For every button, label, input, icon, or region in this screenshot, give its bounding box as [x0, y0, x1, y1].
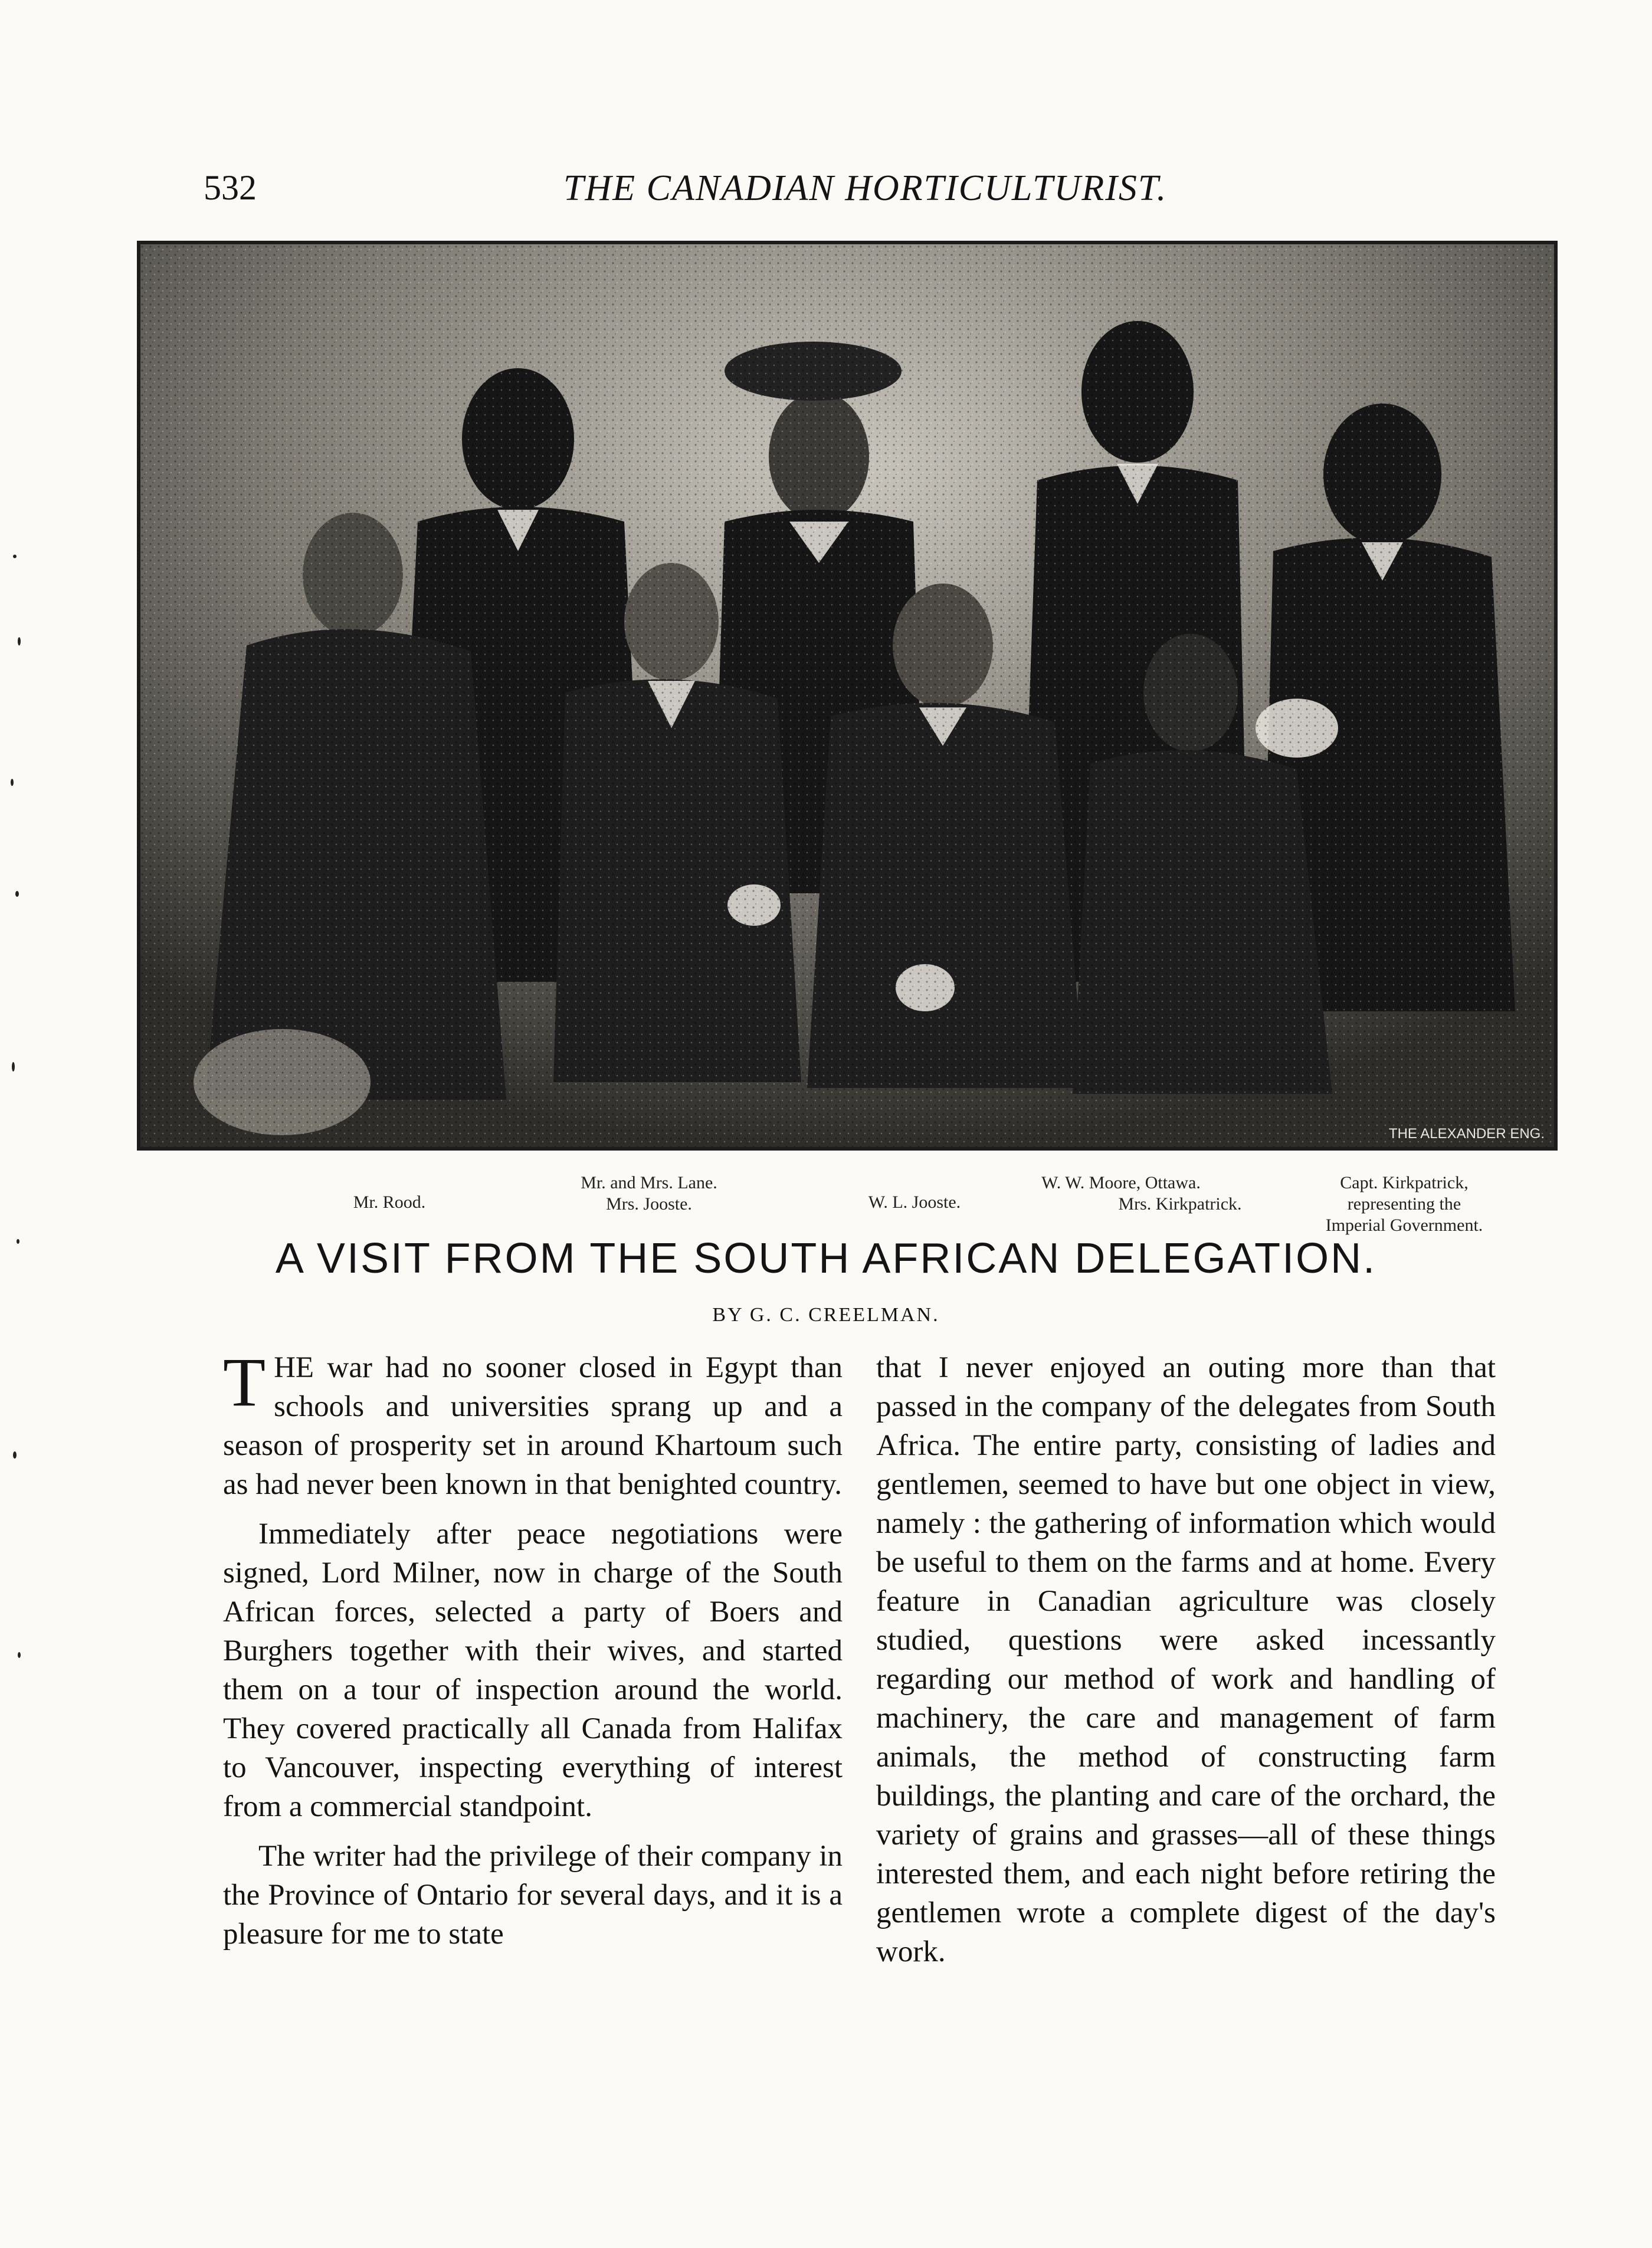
caption-capt-line2: representing the — [1347, 1194, 1461, 1214]
caption-moore-group — [956, 1172, 1286, 1215]
left-column — [223, 1343, 843, 1964]
right-column — [876, 1348, 1496, 1982]
caption-capt-kirkpatrick — [1298, 1172, 1510, 1236]
caption-lane: Mr. and Mrs. Lane. — [581, 1173, 717, 1192]
byline: BY G. C. CREELMAN. — [712, 1304, 940, 1326]
paragraph-1-text: HE war had no sooner closed in Egypt than schools and universities sprang up and a season of prosperity set in around Khartoum such as had never been known in that benighted country. — [223, 1351, 843, 1501]
caption-lane-group — [519, 1172, 779, 1215]
caption-l-jooste: W. L. Jooste. — [868, 1192, 961, 1212]
caption-capt-line1: Capt. Kirkpatrick, — [1340, 1173, 1469, 1192]
paragraph-4: that I never enjoyed an outing more than that passed in the company of the delegates from South Africa. The entire party, consisting of ladies and gentlemen, seemed to have but one object in view, namely : the gathering of information which would be useful to them on the farms and at home. Every feature in Canadian agriculture was closely studied, questions were asked incessantly regarding our method of work and handling of machinery, the care and management of farm animals, the method of constructing farm buildings, the planting and care of the orchard, the variety of grains and grasses—all of these things interested them, and each night before retiring the gentlemen wrote a complete digest of the day's work. — [876, 1351, 1496, 1968]
margin-specks — [0, 531, 35, 2124]
running-head — [204, 168, 1502, 221]
engraver-mark: THE ALEXANDER ENG. — [1388, 1126, 1545, 1142]
article-title: A VISIT FROM THE SOUTH AFRICAN DELEGATION. — [275, 1235, 1377, 1282]
page-number: 532 — [204, 168, 257, 207]
caption-mrs-jooste: Mrs. Jooste. — [606, 1194, 692, 1214]
group-photograph — [137, 241, 1558, 1151]
caption-rood: Mr. Rood. — [353, 1192, 426, 1212]
journal-title: THE CANADIAN HORTICULTURIST. — [563, 168, 1168, 208]
photo-illustration — [140, 244, 1554, 1147]
paragraph-1 — [223, 1343, 843, 1504]
caption-moore: W. W. Moore, Ottawa. — [1041, 1173, 1201, 1192]
paragraph-2: Immediately after peace negotiations were signed, Lord Milner, now in charge of the South African forces, selected a party of Boers and Burghers together with their wives, and started them on a tour of inspection around the world. They covered practically all Canada from Halifax to Vancouver, inspecting everything of interest from a commercial standpoint. — [223, 1518, 843, 1823]
caption-mrs-kirkpatrick: Mrs. Kirkpatrick. — [1118, 1194, 1242, 1214]
paragraph-3: The writer had the privilege of their company in the Province of Ontario for several days, and it is a pleasure for me to state — [223, 1840, 843, 1951]
caption-capt-line3: Imperial Government. — [1325, 1215, 1483, 1235]
drop-cap: T — [223, 1343, 266, 1421]
